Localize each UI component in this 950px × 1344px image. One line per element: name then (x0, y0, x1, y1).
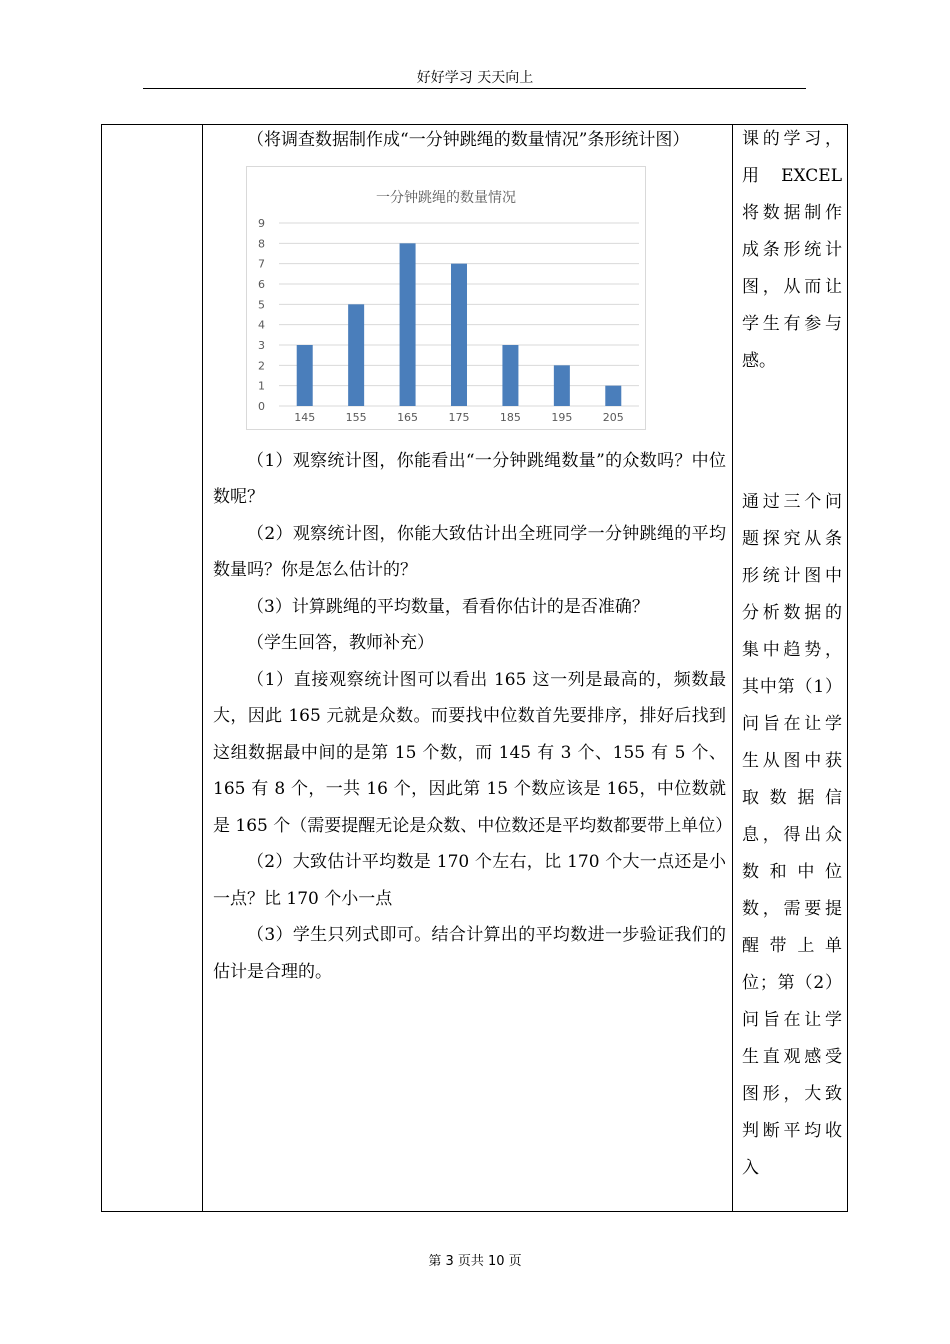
y-tick-label: 0 (258, 399, 265, 413)
bar-155 (348, 304, 364, 406)
x-tick-label: 145 (294, 410, 316, 424)
y-tick-label: 7 (258, 257, 265, 271)
bar-175 (451, 263, 467, 405)
header-rule (143, 88, 806, 89)
column-divider-left (202, 125, 203, 1211)
x-tick-label: 165 (397, 410, 419, 424)
page-header: 好好学习 天天向上 (416, 70, 534, 86)
x-tick-label: 185 (499, 410, 521, 424)
lesson-content-column (213, 125, 733, 990)
lesson-table (101, 124, 848, 1212)
answer-1: （1）直接观察统计图可以看出 165 这一列是最高的，频数最大，因此 165 元就是众数。而要找中位数首先要排序，排好后找到这组数据最中间的是第 15 个数，而 145 有 3 个、155 有 5 个、165 有 8 个，一共 16 个，因此第 15 个数应该是 165，中位数就是 165 个（需要提醒无论是众数、中位数还是平均数都要带上单位） (213, 669, 733, 836)
bar-185 (502, 345, 518, 406)
y-tick-label: 8 (258, 236, 265, 250)
bar-chart-canvas (247, 167, 645, 429)
chart-intro: （将调查数据制作成“一分钟跳绳的数量情况”条形统计图） (247, 130, 690, 150)
y-tick-label: 4 (258, 318, 265, 332)
x-tick-label: 175 (448, 410, 470, 424)
y-tick-label: 2 (258, 358, 265, 372)
bar-165 (400, 243, 416, 406)
x-tick-label: 195 (551, 410, 573, 424)
x-tick-label: 155 (345, 410, 367, 424)
question-1: （1）观察统计图，你能看出“一分钟跳绳数量”的众数吗？中位数呢？ (213, 450, 726, 507)
y-tick-label: 3 (258, 338, 265, 352)
answer-2: （2）大致估计平均数是 170 个左右，比 170 个大一点还是小一点？比 170 个小一点 (213, 852, 726, 909)
x-tick-label: 205 (602, 410, 624, 424)
chart-title: 一分钟跳绳的数量情况 (376, 189, 516, 206)
y-tick-label: 1 (258, 379, 265, 393)
y-tick-label: 5 (258, 297, 265, 311)
question-2: （2）观察统计图，你能大致估计出全班同学一分钟跳绳的平均数量吗？你是怎么估计的？ (213, 523, 726, 580)
column-divider-right (732, 125, 733, 1211)
bar-chart (246, 166, 646, 430)
y-tick-label: 6 (258, 277, 265, 291)
y-tick-label: 9 (258, 216, 265, 230)
design-notes-column (742, 125, 842, 1187)
bar-145 (297, 345, 313, 406)
question-3: （3）计算跳绳的平均数量，看看你估计的是否准确？ (247, 596, 649, 617)
bar-195 (554, 365, 570, 406)
page-footer: 第 3 页共 10 页 (428, 1254, 522, 1269)
design-note-2: 通过三个问题探究从条形统计图中分析数据的集中趋势，其中第（1）问旨在让学生从图中获取数据信息，得出众数和中位数，需要提醒带上单位；第（2）问旨在让学生直观感受图形，大致判断平均收入 (742, 492, 842, 1178)
bar-205 (605, 385, 621, 405)
answer-3: （3）学生只列式即可。结合计算出的平均数进一步验证我们的估计是合理的。 (213, 925, 726, 982)
student-answer-note: （学生回答，教师补充） (247, 633, 434, 653)
design-note-1: 课的学习，用 EXCEL 将数据制作成条形统计图，从而让学生有参与感。 (742, 129, 842, 371)
